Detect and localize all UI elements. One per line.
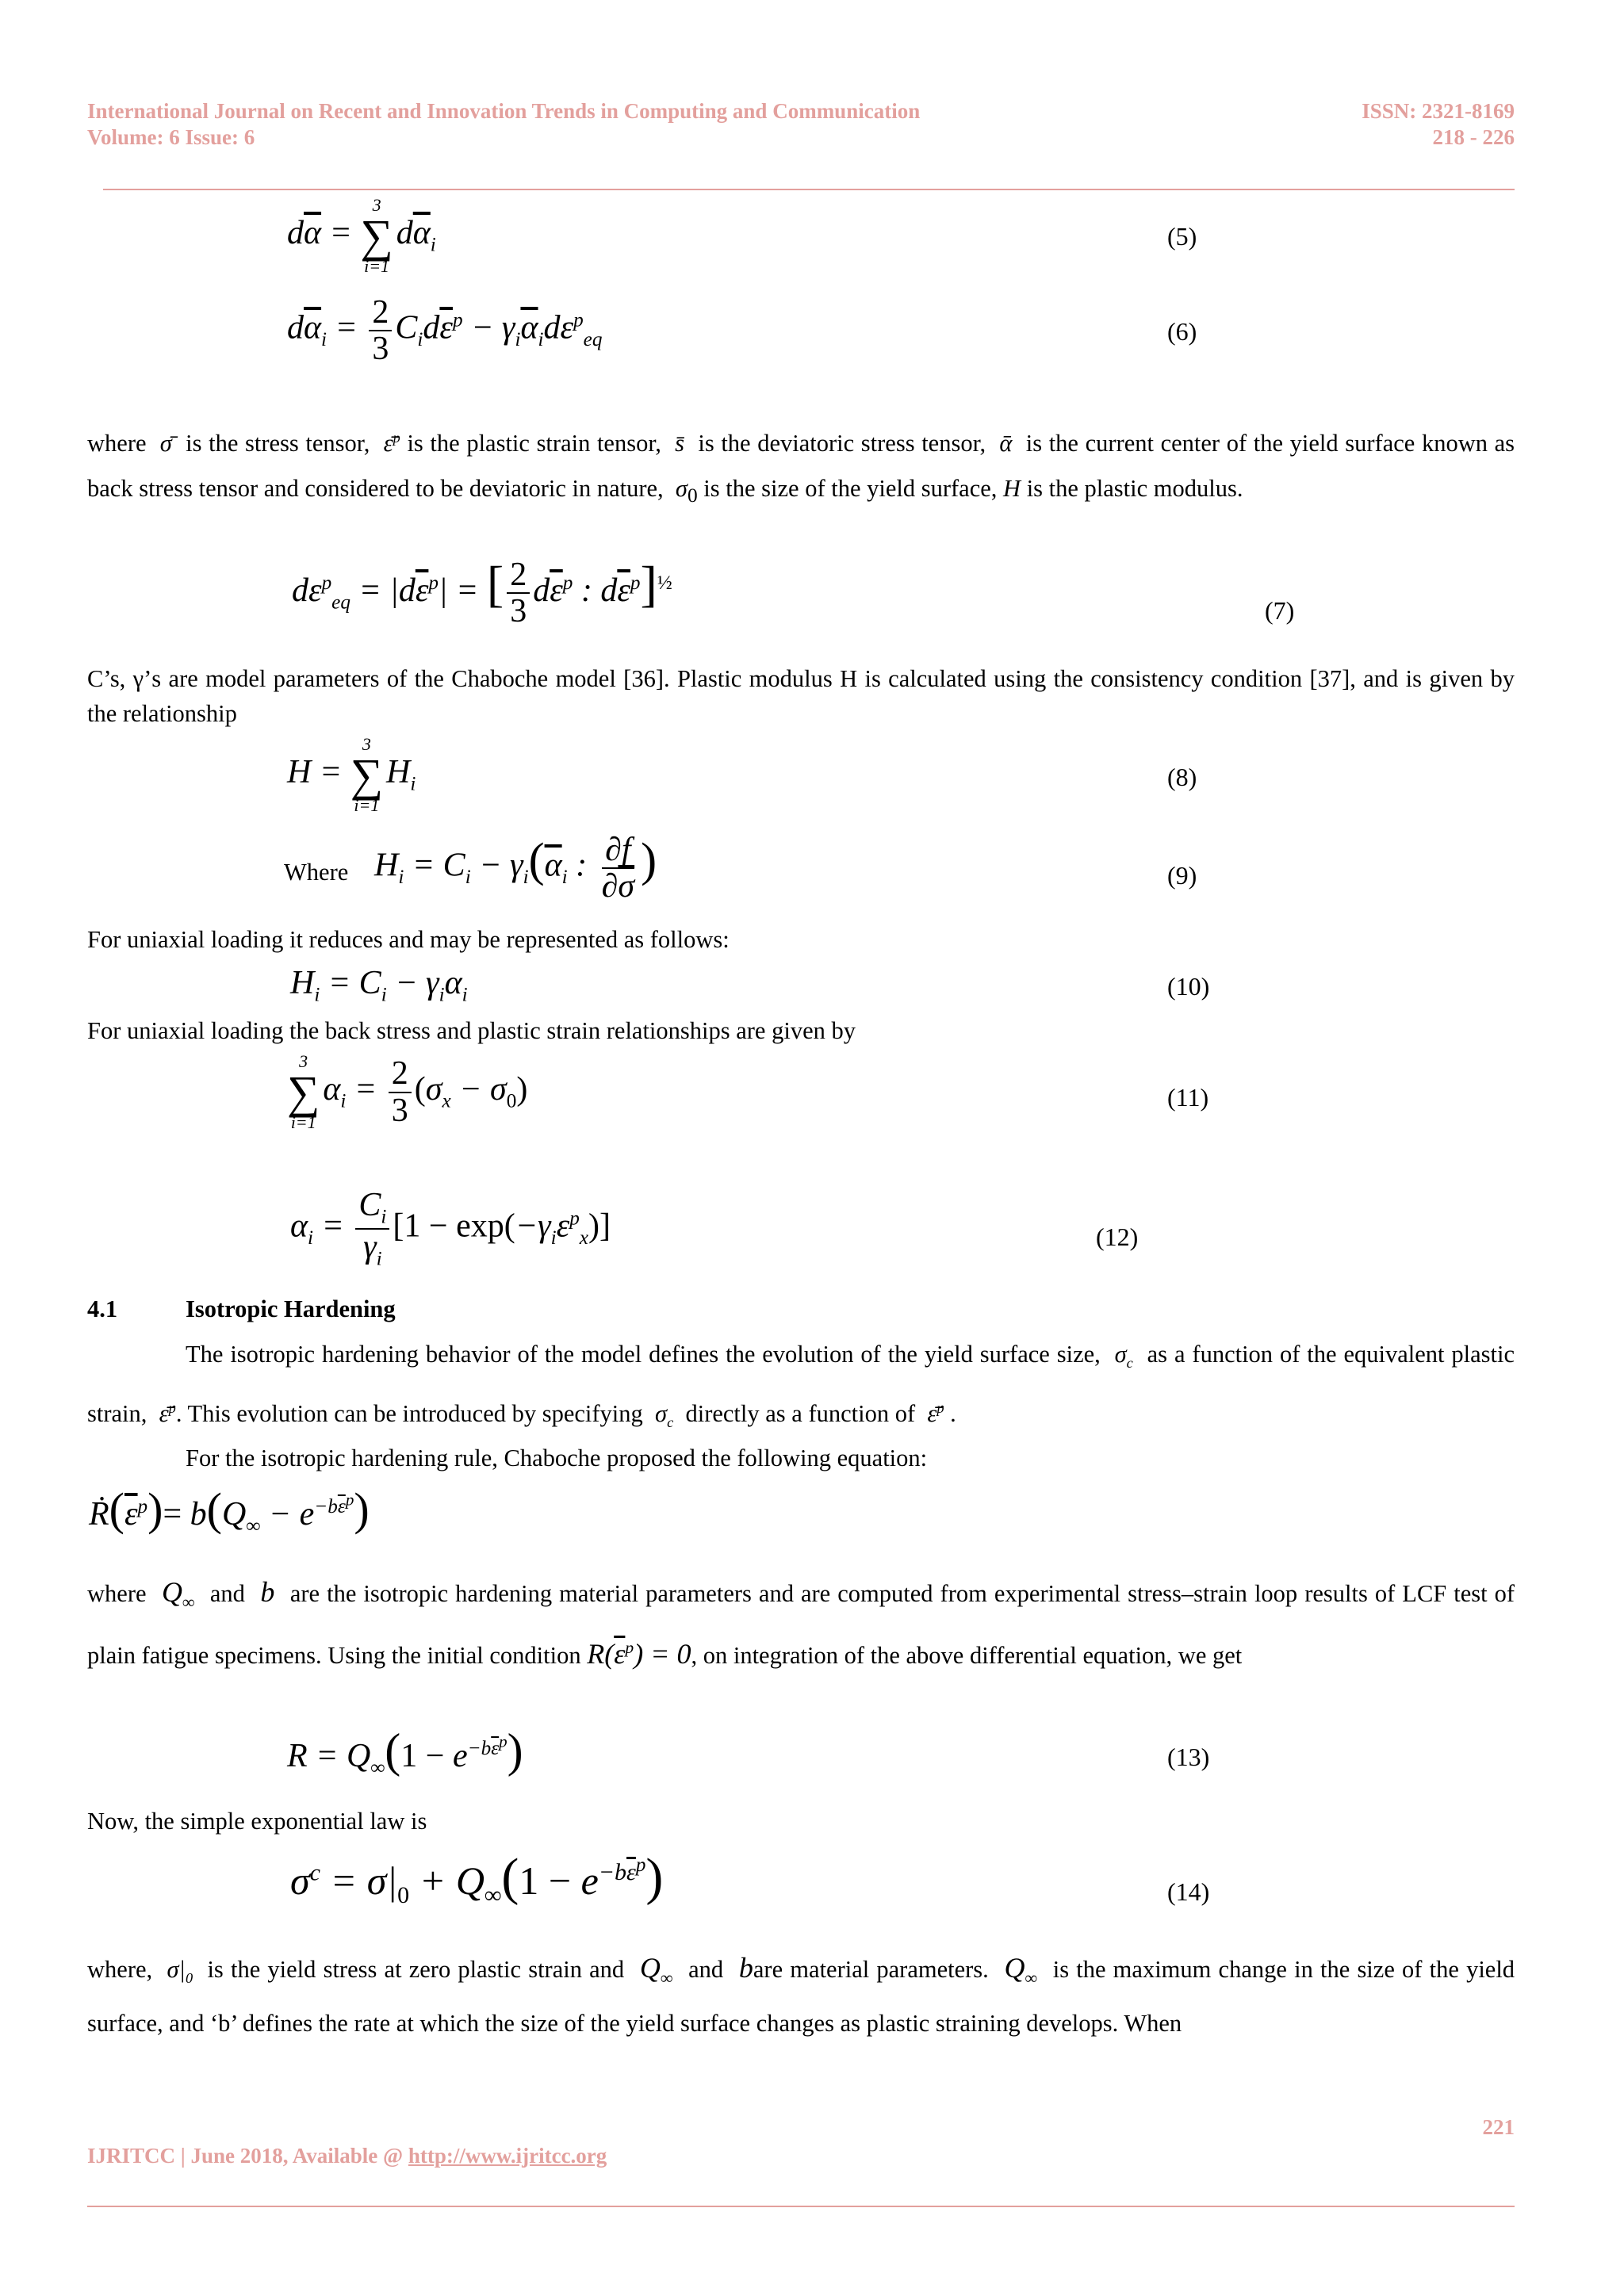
equation-6: $d\overline{\alpha}_i$ = $\frac{2}{3}$ $C_id\overline{\varepsilon}^p - \gamma_i\overline{\alpha}_id\varepsilon^p_{eq}$ xyxy=(287,294,603,368)
equation-7: $d\varepsilon^p_{eq} = |d\overline{\varepsilon}^p|$ = [ $\frac{2}{3}$ $d\overline{\varepsilon}^p$ : $d\overline{\varepsilon}^p]^{\frac{1}{2}}$ xyxy=(292,556,672,630)
equation-9-number: (9) xyxy=(1167,861,1197,890)
text-segment: and xyxy=(688,1956,724,1983)
footer-text: IJRITCC | June 2018, Available @ xyxy=(87,2144,408,2168)
equation-10-number: (10) xyxy=(1167,972,1210,1001)
text-segment: is the current center of the yield surface known as back stress tensor and considered to be deviatoric in nature, xyxy=(87,430,1515,503)
journal-link[interactable]: http://www.ijritcc.org xyxy=(408,2144,607,2168)
volume-issue: Volume: 6 Issue: 6 xyxy=(87,125,255,149)
text-segment: and xyxy=(209,1580,245,1607)
paragraph-uniaxial-backstress: For uniaxial loading the back stress and plastic strain relationships are given by xyxy=(87,1017,856,1044)
equation-14: $\sigma^c = \sigma|_0 + Q_\infty(1 - e^{-b\overline{\varepsilon}^p})$ xyxy=(290,1848,664,1908)
equation-12: $\alpha_i$ = $\frac{C_i}{\gamma_i}$ $[1 - \exp(-\gamma_i\varepsilon^p_x)]$ xyxy=(290,1187,611,1270)
equation-8-number: (8) xyxy=(1167,763,1197,791)
header-rule xyxy=(103,189,1515,190)
equation-5-number: (5) xyxy=(1167,222,1197,251)
paragraph-uniaxial-reduction: For uniaxial loading it reduces and may be represented as follows: xyxy=(87,926,730,953)
text-segment: as a function of the equivalent plastic strain, xyxy=(87,1341,1515,1428)
paragraph-exponential-law: Now, the simple exponential law is xyxy=(87,1808,427,1835)
equation-11-number: (11) xyxy=(1167,1083,1209,1112)
equation-11: 3 ∑ i=1 $\alpha_i$ = $\frac{2}{3}$ $(\sigma_x - \sigma_0)$ xyxy=(287,1051,528,1133)
section-number: 4.1 xyxy=(87,1295,118,1322)
text-segment: is the plastic modulus. xyxy=(1026,475,1243,503)
text-segment: where, xyxy=(87,1956,153,1983)
text-segment: is the deviatoric stress tensor, xyxy=(698,430,986,457)
journal-title: International Journal on Recent and Innovation Trends in Computing and Communication xyxy=(87,99,921,123)
equation-13-number: (13) xyxy=(1167,1743,1210,1771)
equation-5: $d\overline{\alpha}$ = 3 ∑ i=1 $d\overline{\alpha}_i$ xyxy=(287,195,436,277)
equation-8: H = 3 ∑ i=1 $H_i$ xyxy=(287,734,416,816)
equation-6-number: (6) xyxy=(1167,317,1197,346)
equation-9: $H_i = C_i - \gamma_i(\overline{\alpha}_i$ : $\frac{\partial f}{\partial\overline{\sigma}}$ ) xyxy=(374,832,657,905)
paragraph-chaboche-proposal: For the isotropic hardening rule, Chaboche proposed the following equation: xyxy=(186,1445,928,1471)
section-title: Isotropic Hardening xyxy=(186,1295,396,1322)
footer-availability xyxy=(87,2144,607,2168)
text-segment: are the isotropic hardening material parameters and are computed from experimental stress–strain loop results of LCF test of plain fatigue specimens. Using the initial condition xyxy=(87,1580,1515,1670)
text-segment: is the stress tensor, xyxy=(186,430,370,457)
paragraph-definitions: where σ̄ is the stress tensor, ε̄$^p$ is the plastic strain tensor, s̄ is the deviatoric stress tensor, ᾱ is the current center of the yield surface known as back stress tensor and considered to be deviatoric in nature, $\sigma_0$ is the size of the yield surface, H is the plastic modulus. xyxy=(87,430,1515,507)
issn: ISSN: 2321-8169 xyxy=(1362,99,1515,123)
text-segment: is the plastic strain tensor, xyxy=(407,430,661,457)
equation-7-number: (7) xyxy=(1265,596,1295,625)
equation-12-number: (12) xyxy=(1096,1223,1139,1251)
paragraph-model-parameters: C’s, γ’s are model parameters of the Chaboche model [36]. Plastic modulus H is calculated using the consistency condition [37], and is given by the relationship xyxy=(87,665,1515,727)
page-number: 221 xyxy=(1482,2115,1515,2139)
paragraph-isotropic-behavior: The isotropic hardening behavior of the model defines the evolution of the yield surface size, $\sigma_c$ as a function of the equivalent plastic strain, ε̄̇$^p$. This evolution can be introduced by specifying $\sigma_c$ directly as a function of ε̄̇$^p$ . xyxy=(87,1341,1515,1431)
issn-header xyxy=(1362,98,1515,151)
equation-13: $R = Q_\infty(1 - e^{-b\overline{\varepsilon}^p})$ xyxy=(287,1724,523,1779)
where-label: Where xyxy=(284,859,349,886)
equation-14-number: (14) xyxy=(1167,1877,1210,1906)
text-segment: are material parameters. xyxy=(753,1956,989,1983)
text-segment: is the maximum change in the size of the yield surface, and ‘b’ defines the rate at which the size of the yield surface changes as plastic straining devel xyxy=(87,1956,1515,2038)
text-segment: directly as a function of xyxy=(685,1400,916,1428)
text-segment: The isotropic hardening behavior of the model defines the evolution of the yield surface size, xyxy=(186,1341,1101,1368)
journal-header xyxy=(87,98,920,151)
page-range: 218 - 226 xyxy=(1432,125,1515,149)
text-segment: is the size of the yield surface, xyxy=(703,475,998,503)
footer-rule xyxy=(87,2206,1515,2207)
text-segment: is the yield stress at zero plastic strain and xyxy=(207,1956,625,1983)
equation-10: $H_i = C_i - \gamma_i\alpha_i$ xyxy=(290,965,468,1006)
text-segment: ops. When xyxy=(1078,2010,1182,2038)
text-segment: . This evolution can be introduced by specifying xyxy=(175,1400,643,1428)
equation-isotropic-rate: $Ṙ(\overline{\varepsilon}^p)= b(Q_\infty - e^{-b\overline{\varepsilon}^p})$ xyxy=(89,1483,370,1537)
paragraph-material-parameters: where $Q_\infty$ and b are the isotropic hardening material parameters and are computed from experimental stress–strain loop results of LCF test of plain fatigue specimens. Using the initial condition $R(\overline{\varepsilon}^p) = 0$, on integration of the above differential equation, we get xyxy=(87,1576,1515,1670)
text-segment: where xyxy=(87,430,147,457)
text-segment: , on integration of the above differential equation, we get xyxy=(691,1642,1243,1670)
paragraph-yield-stress: where, $\sigma|_0$ is the yield stress at zero plastic strain and $Q_\infty$ and bare material parameters. $Q_\infty$ is the maximum change in the size of the yield surface, and ‘b’ defines the rate at which the size of the yield surface changes as plastic straining develops. When xyxy=(87,1952,1515,2038)
text-segment: where xyxy=(87,1580,147,1607)
